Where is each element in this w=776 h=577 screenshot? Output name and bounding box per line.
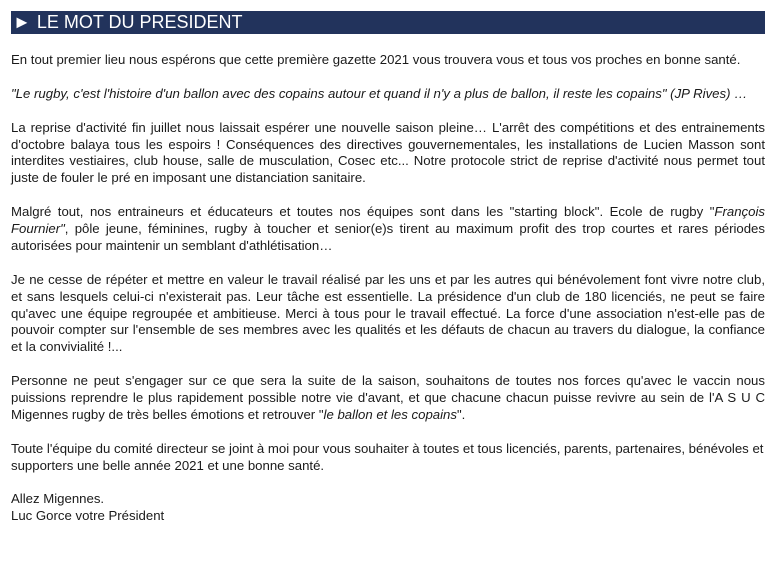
ecole-rugby-name: François Fournier" <box>11 204 765 237</box>
play-arrow-icon: ► <box>13 12 31 32</box>
quote-jp-rives: "Le rugby, c'est l'histoire d'un ballon avec des copains autour et quand il n'y a plus de ballon, il reste les copains" (JP Rives) … <box>11 85 748 101</box>
paragraph-equipes-start: Malgré tout, nos entraineurs et éducateurs et toutes nos équipes sont dans les "starting block". Ecole de rugby " <box>11 204 715 220</box>
paragraph-voeux: Toute l'équipe du comité directeur se joint à moi pour vous souhaiter à toutes et tous licenciés, parents, partenaires, bénévoles et supporters une belle année 2021 et une bonne santé. <box>11 440 764 473</box>
paragraph-saison-end: ". <box>456 406 466 422</box>
paragraph-benevoles: Je ne cesse de répéter et mettre en valeur le travail réalisé par les uns et par les autres qui bénévolement font vivre notre club, et sans lesquels celui-ci n'existerait pas. Leur tâche est essentielle. La présidence d'un club de 180 licenciés, ne peut se faire qu'avec une équipe regroupée et ambitieuse. Merci à tous pour le travail effectué. La force d'une association n'est-elle pas de pouvoir compter sur l'ensemble de ses membres avec les qualités et les défauts de chacun au travers du dialogue, la confiance et la convivialité !... <box>11 271 765 355</box>
paragraph-intro: En tout premier lieu nous espérons que cette première gazette 2021 vous trouvera vous et tous vos proches en bonne santé. <box>11 52 741 67</box>
ballon-copains-quote: le ballon et les copains <box>323 406 457 422</box>
section-title: LE MOT DU PRESIDENT <box>36 12 243 32</box>
signature: Luc Gorce votre Président <box>11 508 165 524</box>
page <box>0 11 776 577</box>
closing-line: Allez Migennes. <box>11 491 105 507</box>
paragraph-equipes <box>11 204 765 255</box>
paragraph-saison-start: Personne ne peut s'engager sur ce que sera la suite de la saison, souhaitons de toutes nos forces qu'avec le vaccin nous puissions reprendre le plus rapidement possible notre vie d'avant, et que chacune chacun puisse revivre au sein de l'A S U C Migennes rugby de très belles émotions et retrouver " <box>11 373 765 422</box>
paragraph-saison <box>11 373 765 424</box>
section-title-bar <box>11 11 765 34</box>
article-body <box>11 52 765 525</box>
paragraph-equipes-end: , pôle jeune, féminines, rugby à toucher et senior(e)s tirent au maximum profit des trop courtes et rares périodes autorisées pour maintenir un semblant d'athlétisation… <box>11 221 765 253</box>
paragraph-reprise: La reprise d'activité fin juillet nous laissait espérer une nouvelle saison pleine… L'arrêt des compétitions et des entrainements d'octobre balaya tous les espoirs ! Conséquences des directives gouvernementales, les installations de Lucien Masson sont interdites vestiaires, club house, salle de musculation, Cosec etc... Notre protocole strict de reprise d'activité nous permet tout juste de fouler le pré en imposant une distanciation sanitaire. <box>11 119 765 186</box>
